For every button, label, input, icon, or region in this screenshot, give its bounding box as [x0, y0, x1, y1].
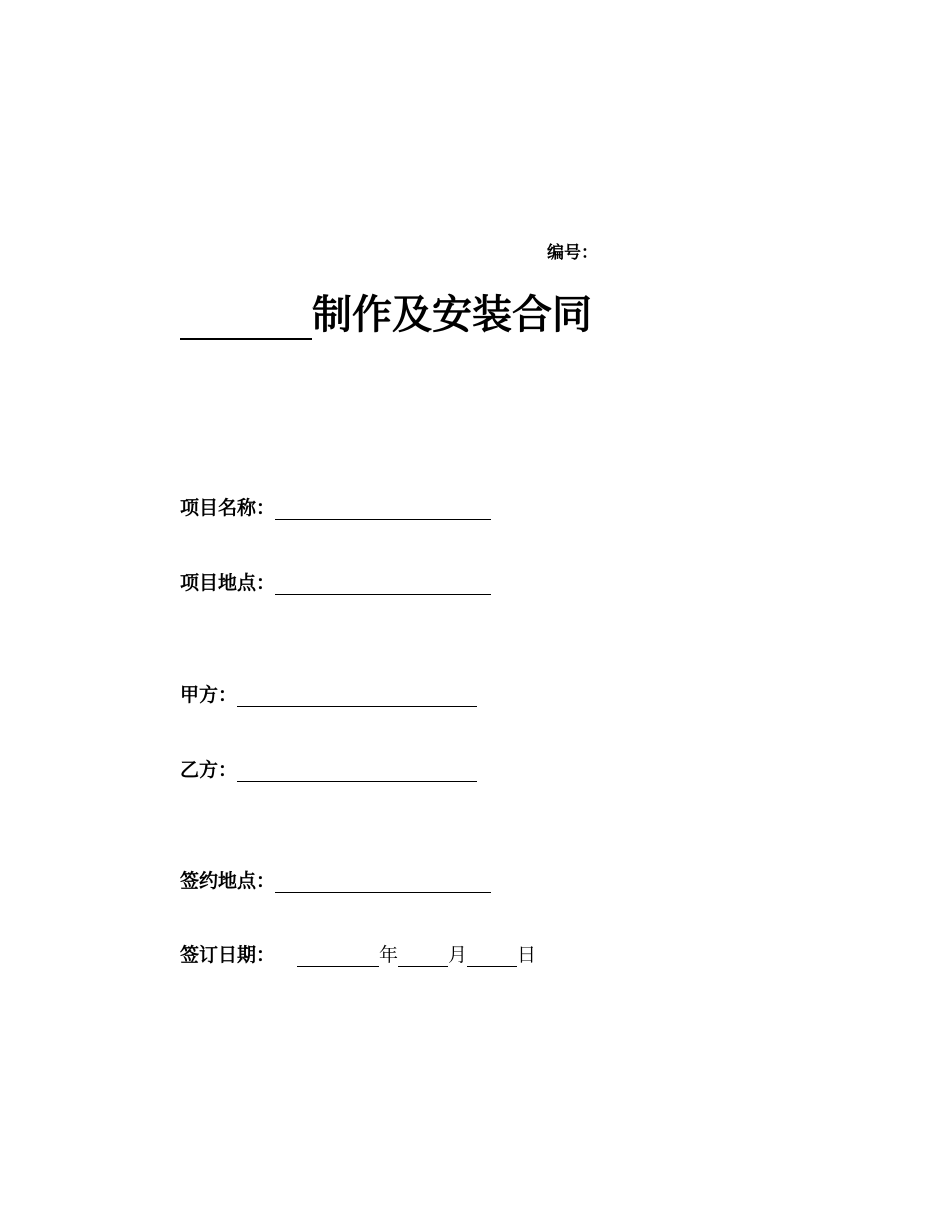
party-a-blank [237, 686, 477, 707]
title-text: 制作及安装合同 [312, 292, 592, 338]
month-unit: 月 [448, 944, 468, 966]
party-a-label: 甲方： [180, 684, 238, 706]
day-blank [467, 946, 517, 967]
day-unit: 日 [517, 944, 537, 966]
signing-date-label: 签订日期： [180, 944, 276, 966]
project-location-label: 项目地点： [180, 572, 276, 594]
party-a-field [180, 683, 477, 707]
party-b-field [180, 758, 477, 782]
contract-number-label: 编号： [547, 243, 598, 263]
party-b-label: 乙方： [180, 759, 238, 781]
project-location-blank [275, 574, 491, 595]
party-b-blank [237, 761, 477, 782]
year-blank [297, 946, 379, 967]
signing-date-field [180, 943, 536, 967]
project-name-blank [275, 499, 491, 520]
contract-title [180, 290, 592, 340]
year-unit: 年 [379, 944, 399, 966]
signing-place-label: 签约地点： [180, 870, 276, 892]
project-location-field [180, 571, 491, 595]
month-blank [398, 946, 448, 967]
signing-place-field [180, 869, 491, 893]
project-name-label: 项目名称： [180, 497, 276, 519]
signing-place-blank [275, 872, 491, 893]
project-name-field [180, 496, 491, 520]
title-blank-line [180, 292, 312, 340]
